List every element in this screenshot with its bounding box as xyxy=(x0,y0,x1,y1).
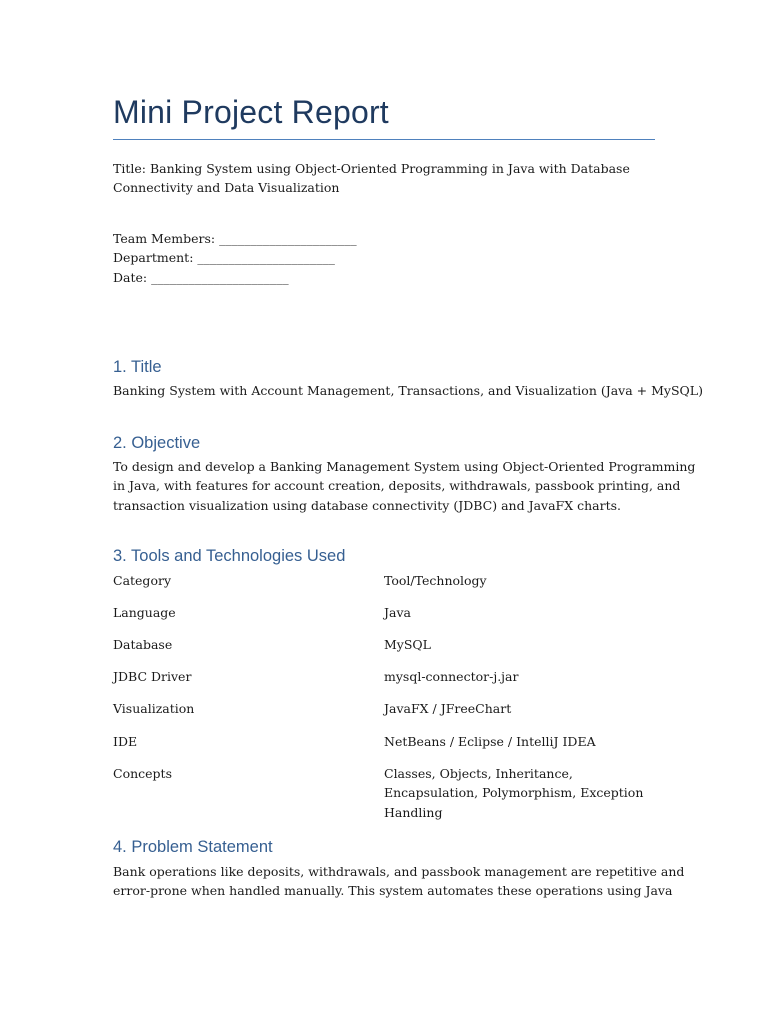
table-cell-category: IDE xyxy=(113,734,138,749)
table-cell-tool: Tool/Technology xyxy=(384,573,487,588)
table-cell-category: Language xyxy=(113,605,176,620)
table-cell-tool: Java xyxy=(384,605,411,620)
table-cell-tool: mysql-connector-j.jar xyxy=(384,669,519,684)
table-cell-tool-line: Classes, Objects, Inheritance, xyxy=(384,766,573,781)
objective-line-2: in Java, with features for account creation, deposits, withdrawals, passbook printing, and xyxy=(113,478,681,494)
report-meta-block xyxy=(113,229,658,287)
section-problem-body xyxy=(113,862,685,901)
table-cell-tool: JavaFX / JFreeChart xyxy=(384,701,512,716)
document-title: Mini Project Report xyxy=(113,94,389,130)
table-cell-tool-line: Handling xyxy=(384,804,443,820)
objective-line-1: To design and develop a Banking Management System using Object-Oriented Programming xyxy=(113,459,696,474)
table-cell-tool: MySQL xyxy=(384,637,431,652)
project-title-block xyxy=(113,159,658,198)
project-title-line-2: Connectivity and Data Visualization xyxy=(113,180,340,196)
problem-line-2: error-prone when handled manually. This system automates these operations using Java xyxy=(113,883,673,899)
date-line: Date: ______________________ xyxy=(113,269,289,285)
team-members-line: Team Members: ______________________ xyxy=(113,231,357,246)
table-cell-category: Visualization xyxy=(113,701,195,716)
problem-line-1: Bank operations like deposits, withdrawals, and passbook management are repetitive and xyxy=(113,864,685,879)
section-objective-heading: 2. Objective xyxy=(113,434,201,452)
section-objective-body xyxy=(113,457,696,515)
section-problem-heading: 4. Problem Statement xyxy=(113,838,273,856)
table-cell-category: Category xyxy=(113,573,172,588)
table-cell-category: Concepts xyxy=(113,766,172,781)
table-cell-category: JDBC Driver xyxy=(113,669,192,684)
title-underline xyxy=(113,139,655,140)
section-title-heading: 1. Title xyxy=(113,358,162,376)
table-cell-category: Database xyxy=(113,637,173,652)
project-title-line-1: Title: Banking System using Object-Oriented Programming in Java with Database xyxy=(113,161,630,176)
table-cell-tool-line: Encapsulation, Polymorphism, Exception xyxy=(384,785,644,801)
department-line: Department: ______________________ xyxy=(113,250,335,266)
table-cell-tool xyxy=(384,764,646,822)
table-cell-tool: NetBeans / Eclipse / IntelliJ IDEA xyxy=(384,734,596,749)
section-tools-heading: 3. Tools and Technologies Used xyxy=(113,547,346,565)
section-title-text: Banking System with Account Management, Transactions, and Visualization (Java + MySQL) xyxy=(113,383,703,398)
objective-line-3: transaction visualization using database connectivity (JDBC) and JavaFX charts. xyxy=(113,497,621,513)
section-title-body xyxy=(113,381,703,400)
